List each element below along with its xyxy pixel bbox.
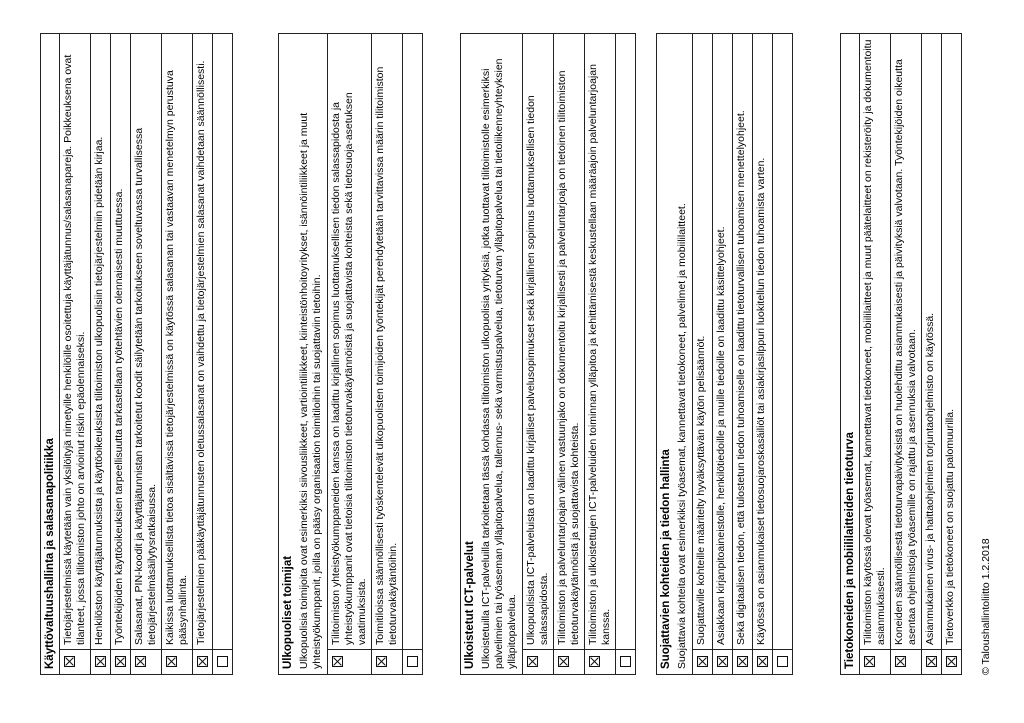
item-text: Asianmukainen virus- ja haittaohjelmien torjuntaohjelmisto on käytössä. bbox=[922, 34, 942, 650]
list-item bbox=[693, 34, 713, 674]
item-text: Tietojärjestelmissä käytetään vain yksilöityjä nimetyille henkilöille osoitettuja käyttäjätunnus/salasanapareja. Poikkeuksena ovat tilanteet, jossa tilitoimiston johto on arvioinut riskin epäolennaiseksi. bbox=[60, 34, 91, 650]
item-text bbox=[616, 34, 636, 650]
checkbox[interactable] bbox=[558, 657, 569, 668]
item-text: Asiakkaan kirjanpitoaineistolle, henkilötiedoille ja muille tiedoille on laadittu käsittelyohjeet. bbox=[713, 34, 733, 650]
checkbox[interactable] bbox=[620, 657, 631, 668]
item-text: Kaikissa luottamuksellista tietoa sisältävissä tietojärjestelmissä on käytössä salasanan tai vastaavan menetelmyn perustuva pääsynhallinta. bbox=[162, 34, 193, 650]
item-text: Tilitoimiston ja ulkoistettujen ICT-palveluiden toiminnan ylläpitoa ja kehittämisestä keskustellaan määräajoin palveluntarjoajan kanssa. bbox=[585, 34, 616, 650]
checkbox[interactable] bbox=[757, 657, 768, 668]
section-title: Suojattavien kohteiden ja tiedon hallinta bbox=[660, 449, 672, 669]
checkbox[interactable] bbox=[527, 657, 538, 668]
list-item bbox=[773, 34, 793, 674]
checkbox[interactable] bbox=[376, 657, 387, 668]
list-item bbox=[523, 34, 554, 674]
section-outsourced-ict bbox=[460, 33, 636, 675]
item-text: Tietojärjestelmien pääkäyttäjätunnusten oletussalasanat on vaihdettu ja tietojärjestelmien salasanat vaihdetaan säännöllisesti. bbox=[193, 34, 213, 650]
item-text: Tilitoimiston ja palveluntarjoajan välinen vastuunjako on dokumentoitu kirjallisesti ja palveluntarjoaja on tietoinen tilitoimiston tietoturvakäytännöistä ja suojattavista kohteista. bbox=[554, 34, 585, 650]
checkbox[interactable] bbox=[864, 657, 875, 668]
list-item bbox=[713, 34, 733, 674]
checkbox[interactable] bbox=[926, 657, 937, 668]
section-access-management bbox=[40, 33, 233, 675]
checklist-sheet bbox=[40, 29, 998, 675]
section-title: Ulkopuoliset toimijat bbox=[282, 555, 294, 669]
item-text bbox=[773, 34, 793, 650]
checkbox[interactable] bbox=[115, 657, 126, 668]
section-title: Ulkoistetut ICT-palvelut bbox=[464, 541, 476, 669]
section-title: Käyttövaltuushallinta ja salasanapolitiikka bbox=[44, 438, 56, 669]
list-item bbox=[60, 34, 91, 674]
section-intro: Suojattavia kohteita ovat esimerkiksi työasemat, kannettavat tietokoneet, palvelimet ja mobiililaitteet. bbox=[676, 203, 688, 669]
list-item bbox=[733, 34, 753, 674]
section-device-security bbox=[840, 33, 962, 675]
checkbox[interactable] bbox=[895, 657, 906, 668]
checkbox[interactable] bbox=[135, 657, 146, 668]
item-text: Työntekijöiden käyttöoikeuksien tarpeellisuutta tarkastellaan työtehtävien olennaisesti muuttuessa. bbox=[111, 34, 131, 650]
item-text: Sekä digitaalisen tiedon, että tulostetun tiedon tuhoamiselle on laadittu tietoturvallisen tuhoamisen menettelyohjeet. bbox=[733, 34, 753, 650]
footer-copyright: © Taloushallintoliitto 1.2.2018 bbox=[980, 538, 992, 675]
list-item bbox=[213, 34, 233, 674]
checkbox[interactable] bbox=[166, 657, 177, 668]
item-text bbox=[403, 34, 423, 650]
checkbox[interactable] bbox=[197, 657, 208, 668]
section-intro: Ulkopuolisia toimijoita ovat esimerkiksi siivousliikkeet, vartiointiliikkeet, kiinteistönhoitoyritykset, isännöintiliikkeet ja muut yhteistyökumppanit, joilla on pääsy organisaation toimitiloihin tai suojattaviin tietoihin. bbox=[298, 112, 323, 669]
list-item bbox=[403, 34, 423, 674]
checkbox[interactable] bbox=[777, 657, 788, 668]
list-item bbox=[91, 34, 111, 674]
item-text: Suojattaville kohteille määritelty hyväksyttävän käytön pelisäännöt. bbox=[693, 34, 713, 650]
list-item bbox=[585, 34, 616, 674]
list-item bbox=[616, 34, 636, 674]
checkbox[interactable] bbox=[697, 657, 708, 668]
item-text: Salasanat, PIN-koodit ja käyttäjätunnistan tarkoitetut koodit säilytetään tarkoitukseen soveltuvassa turvallisessa tietojärjestelmäsäilytysratkaisussa. bbox=[131, 34, 162, 650]
list-item bbox=[922, 34, 942, 674]
checkbox[interactable] bbox=[737, 657, 748, 668]
list-item bbox=[193, 34, 213, 674]
section-intro: Ulkoistetuilla ICT-palveluilla tarkoitetaan tässä kohdassa tilitoimiston ulkopuolisia yrityksiä, jotka tuottavat tilitoimistolle esimerkiksi palvelimien tai työaseman ylläpitopalvelua, tallennus- sekä varmistuspalvelua, tietoturvan ylläpitopalvelua tai tietoliikenneyhteyksien ylläpitopalvelua. bbox=[480, 58, 518, 669]
checkbox[interactable] bbox=[64, 657, 75, 668]
list-item bbox=[328, 34, 372, 674]
item-text: Koneiden säännöllisestä tietoturvapäivityksistä on huolehdittu asianmukaisesti ja päivityksiä valvotaan. Työntekijöiden oikeutta asentaa ohjelmistoja työasemille on rajattu ja asennuksia valvotaan. bbox=[891, 34, 922, 650]
section-external-actors bbox=[278, 33, 423, 675]
list-item bbox=[891, 34, 922, 674]
list-item bbox=[131, 34, 162, 674]
checkbox[interactable] bbox=[407, 657, 418, 668]
item-text: Tilitoimiston yhteistyökumppaneiden kanssa on laadittu kirjallinen sopimus luottamuksellisen tiedon salassapidosta ja yhteistyökumppanit ovat tietoisia tilitoimiston tietoturvakäytännöistä ja suojattavista kohteista sekä tietosuoja-asetuksen vaatimuksista. bbox=[328, 34, 372, 650]
list-item bbox=[942, 34, 962, 674]
item-text: Tilitoimiston käytössä olevat työasemat, kannettavat tietokoneet, mobiililaitteet ja muut päätelaitteet on rekisteröity ja dokumentoitu asianmukaisesti. bbox=[860, 34, 891, 650]
checkbox[interactable] bbox=[217, 657, 228, 668]
checkbox[interactable] bbox=[95, 657, 106, 668]
item-text: Ulkopuolisista ICT-palveluista on laadittu kirjalliset palvelusopimukset sekä kirjallinen sopimus luottamuksellisen tiedon salassapidosta. bbox=[523, 34, 554, 650]
checkbox[interactable] bbox=[717, 657, 728, 668]
item-text bbox=[213, 34, 233, 650]
section-protected-assets bbox=[656, 33, 793, 675]
item-text: Henkilöston käyttäjätunnuksista ja käyttöoikeuksista tilitoimiston ulkopuolisiin tietojärjestelmiin pidetään kirjaa. bbox=[91, 34, 111, 650]
section-title: Tietokoneiden ja mobiililaitteiden tietoturva bbox=[844, 432, 856, 669]
list-item bbox=[372, 34, 403, 674]
list-item bbox=[162, 34, 193, 674]
list-item bbox=[111, 34, 131, 674]
list-item bbox=[860, 34, 891, 674]
list-item bbox=[753, 34, 773, 674]
item-text: Tietoverkko ja tietokoneet on suojattu palomuurilla. bbox=[942, 34, 962, 650]
item-text: Toimitiloissa säännöllisesti työskentelevät ulkopuolisten toimijoiden työntekijät perehdytetään tarvittavissa määrin tilitoimiston tietoturvakäytäntöihin. bbox=[372, 34, 403, 650]
item-text: Käytössä on asianmukaiset tietosuojaroskasäiliöt tai asiakirjasilppuri luokitellun tiedon tuhoamista varten. bbox=[753, 34, 773, 650]
list-item bbox=[554, 34, 585, 674]
checkbox[interactable] bbox=[589, 657, 600, 668]
checkbox[interactable] bbox=[332, 657, 343, 668]
checkbox[interactable] bbox=[946, 657, 957, 668]
